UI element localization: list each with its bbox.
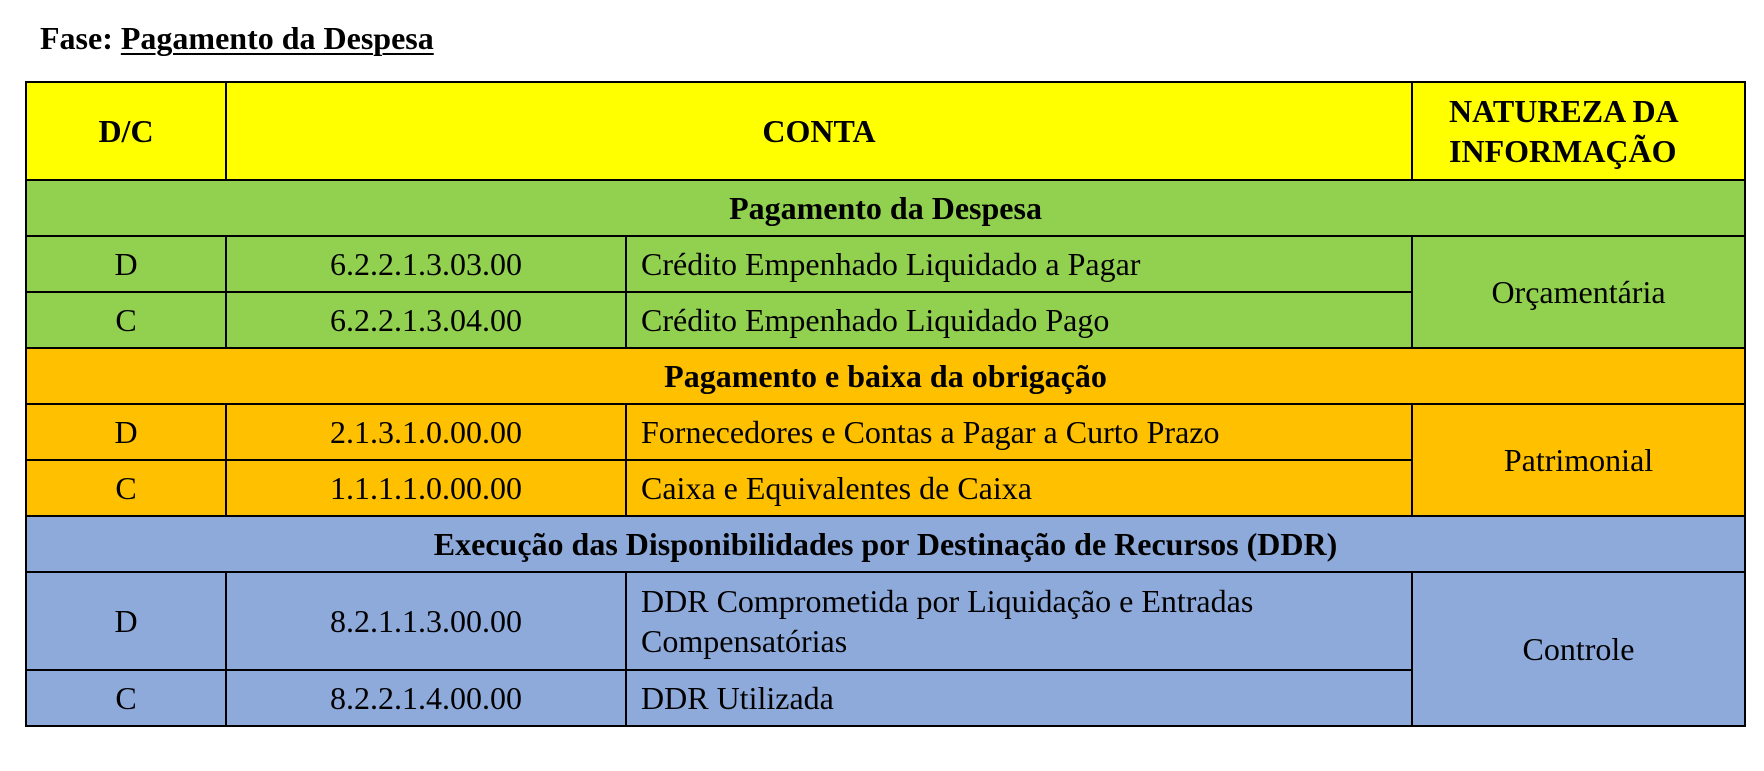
account-description-cell: Caixa e Equivalentes de Caixa [626, 460, 1412, 516]
header-dc: D/C [26, 82, 226, 180]
section-title: Pagamento e baixa da obrigação [26, 348, 1745, 404]
accounting-entries-table [25, 81, 1746, 727]
account-description-cell: Crédito Empenhado Liquidado Pago [626, 292, 1412, 348]
table-row [26, 404, 1745, 460]
nature-cell: Orçamentária [1412, 236, 1745, 348]
account-code-cell: 8.2.1.1.3.00.00 [226, 572, 626, 670]
dc-cell: C [26, 670, 226, 726]
account-description-cell: Fornecedores e Contas a Pagar a Curto Prazo [626, 404, 1412, 460]
dc-cell: D [26, 236, 226, 292]
dc-cell: C [26, 292, 226, 348]
page-title [40, 16, 434, 60]
dc-cell: D [26, 404, 226, 460]
account-description-cell [626, 572, 1412, 670]
section-row-pagamento-despesa [26, 180, 1745, 236]
section-row-ddr [26, 516, 1745, 572]
header-row [26, 82, 1745, 180]
account-code-cell: 6.2.2.1.3.04.00 [226, 292, 626, 348]
account-code-cell: 2.1.3.1.0.00.00 [226, 404, 626, 460]
phase-name: Pagamento da Despesa [120, 20, 434, 56]
title-prefix: Fase: [40, 20, 121, 56]
account-description-line2: Compensatórias [641, 623, 848, 659]
account-description-cell: Crédito Empenhado Liquidado a Pagar [626, 236, 1412, 292]
header-conta: CONTA [226, 82, 1412, 180]
account-description-line1: DDR Comprometida por Liquidação e Entradas [641, 583, 1254, 619]
section-title: Execução das Disponibilidades por Destinação de Recursos (DDR) [26, 516, 1745, 572]
account-code-cell: 8.2.2.1.4.00.00 [226, 670, 626, 726]
table-row [26, 572, 1745, 670]
section-title: Pagamento da Despesa [26, 180, 1745, 236]
account-code-cell: 1.1.1.1.0.00.00 [226, 460, 626, 516]
table-row [26, 236, 1745, 292]
account-code-cell: 6.2.2.1.3.03.00 [226, 236, 626, 292]
header-natureza [1412, 82, 1745, 180]
nature-cell: Patrimonial [1412, 404, 1745, 516]
section-row-baixa-obrigacao [26, 348, 1745, 404]
nature-cell: Controle [1412, 572, 1745, 726]
header-natureza-line1: NATUREZA DA [1449, 93, 1679, 129]
account-description-cell: DDR Utilizada [626, 670, 1412, 726]
dc-cell: C [26, 460, 226, 516]
header-natureza-line2: INFORMAÇÃO [1449, 133, 1677, 169]
dc-cell: D [26, 572, 226, 670]
